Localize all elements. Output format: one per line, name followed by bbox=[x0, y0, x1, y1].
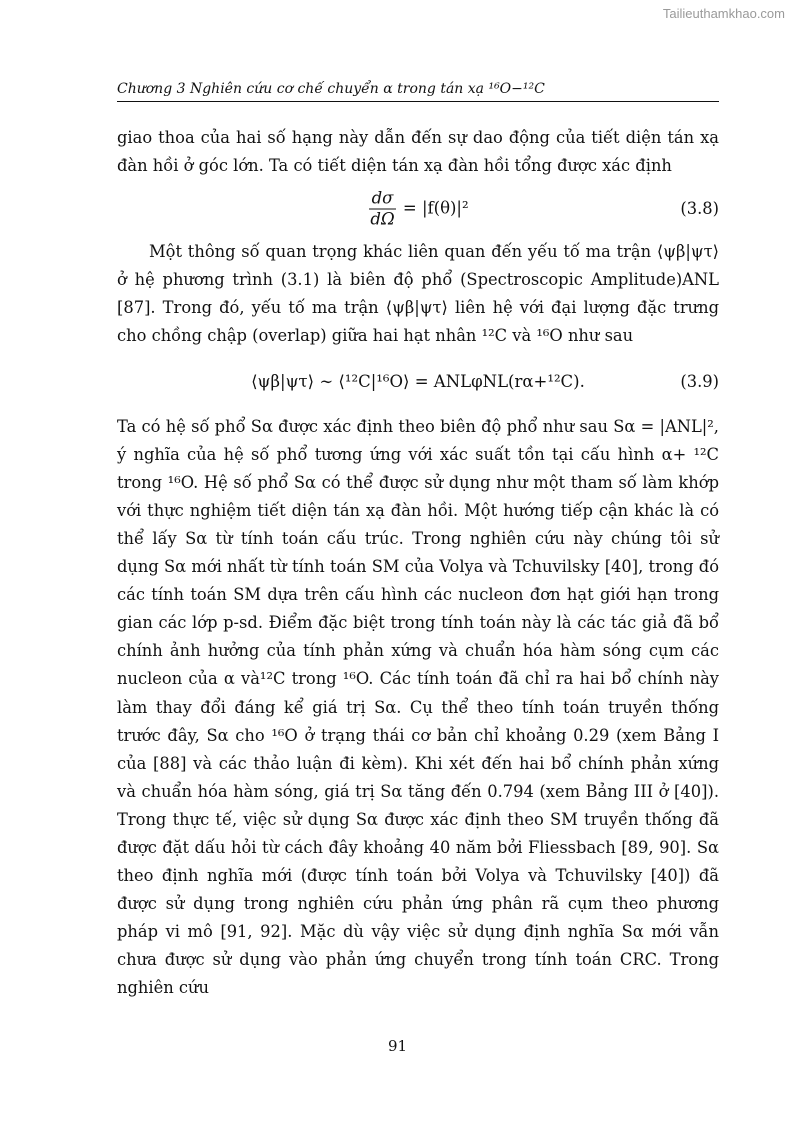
watermark: Tailieuthamkhao.com bbox=[662, 6, 785, 21]
equation-number: (3.8) bbox=[680, 199, 719, 219]
fraction bbox=[367, 189, 397, 230]
equation-rhs: = |f(θ)|² bbox=[402, 198, 469, 218]
equation-3-9-body: ⟨ψβ|ψτ⟩ ∼ ⟨¹²C|¹⁶O⟩ = ANLφNL(rα+¹²C). bbox=[251, 371, 585, 391]
equation-3-8 bbox=[117, 180, 719, 238]
paragraph-3: Ta có hệ số phổ Sα được xác định theo biên độ phổ như sau Sα = |ANL|², ý nghĩa của hệ số phổ tương ứng với xác suất tồn tại cấu hình α+ ¹²C trong ¹⁶O. Hệ số phổ Sα có thể được sử dụng như một tham số làm khớp với thực nghiệm tiết diện tán xạ đàn hồi. Một hướng tiếp cận khác là có thể lấy Sα từ tính toán cấu trúc. Trong nghiên cứu này chúng tôi sử dụng Sα mới nhất từ tính toán SM của Volya và Tchuvilsky [40], trong đó các tính toán SM dựa trên cấu hình các nucleon đơn hạt giới hạn trong gian các lớp p-sd. Điểm đặc biệt trong tính toán này là các tác giả đã bổ chính ảnh hưởng của tính phản xứng và chuẩn hóa hàm sóng cụm các nucleon của α và¹²C trong ¹⁶O. Các tính toán đã chỉ ra hai bổ chính này làm thay đổi đáng kể giá trị Sα. Cụ thể theo tính toán truyền thống trước đây, Sα cho ¹⁶O ở trạng thái cơ bản chỉ khoảng 0.29 (xem Bảng I của [88] và các thảo luận đi kèm). Khi xét đến hai bổ chính phản xứng và chuẩn hóa hàm sóng, giá trị Sα tăng đến 0.794 (xem Bảng III ở [40]). Trong thực tế, việc sử dụng Sα được xác định theo SM truyền thống đã được đặt dấu hỏi từ cách đây khoảng 40 năm bởi Fliessbach [89, 90]. Sα theo định nghĩa mới (được tính toán bởi Volya và Tchuvilsky [40]) đã được sử dụng trong nghiên cứu phản ứng phân rã cụm theo phương pháp vi mô [91, 92]. Mặc dù vậy việc sử dụng định nghĩa Sα mới vẫn chưa được sử dụng vào phản ứng chuyển trong tính toán CRC. Trong nghiên cứu bbox=[117, 416, 719, 998]
paragraph-2: Một thông số quan trọng khác liên quan đến yếu tố ma trận ⟨ψβ|ψτ⟩ ở hệ phương trình (3.1) là biên độ phổ (Spectroscopic Amplitude)ANL [87]. Trong đó, yếu tố ma trận ⟨ψβ|ψτ⟩ liên hệ với đại lượng đặc trưng cho chồng chập (overlap) giữa hai hạt nhân ¹²C và ¹⁶O như sau bbox=[117, 242, 719, 346]
header-rule bbox=[117, 101, 719, 102]
equation-number: (3.9) bbox=[680, 371, 719, 391]
paragraph-1: giao thoa của hai số hạng này dẫn đến sự dao động của tiết diện tán xạ đàn hồi ở góc lớn. Ta có tiết diện tán xạ đàn hồi tổng được xác định bbox=[117, 128, 719, 176]
fraction-denominator: dΩ bbox=[370, 209, 395, 229]
running-head: Chương 3 Nghiên cứu cơ chế chuyển α trong tán xạ ¹⁶O−¹²C bbox=[117, 81, 545, 97]
page-body bbox=[117, 124, 719, 1003]
equation-3-8-body bbox=[117, 189, 719, 230]
fraction-numerator: dσ bbox=[369, 189, 397, 210]
equation-3-9 bbox=[117, 361, 719, 403]
page-number: 91 bbox=[387, 1037, 408, 1055]
